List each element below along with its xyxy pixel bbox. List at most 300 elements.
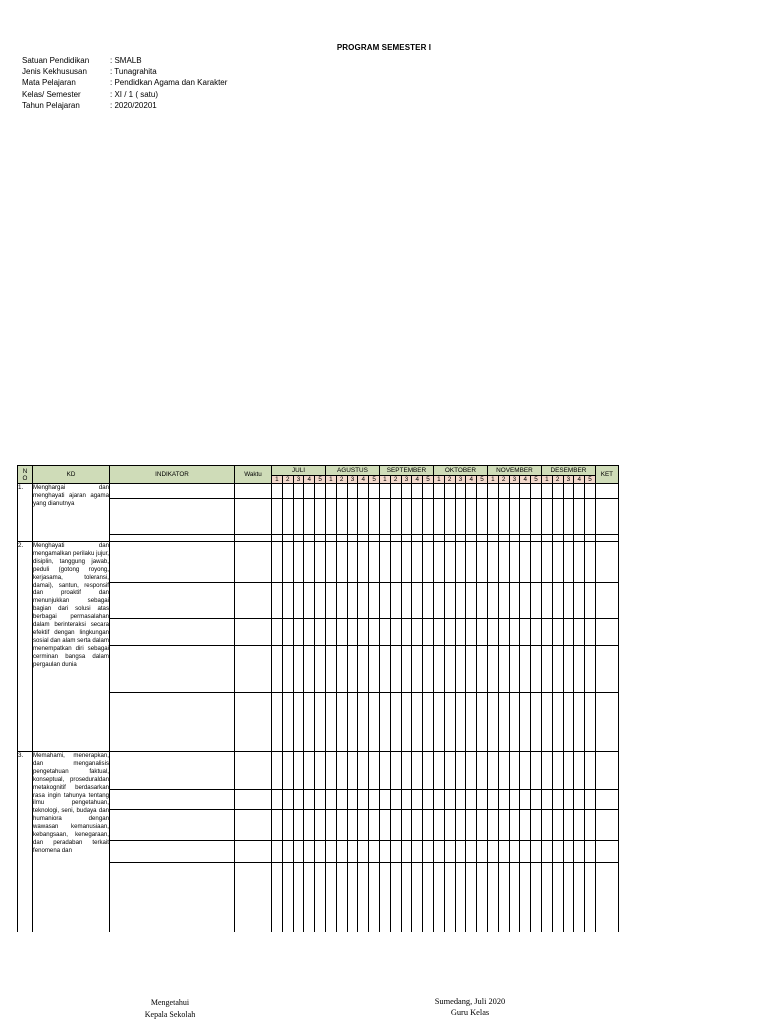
week-cell (315, 693, 326, 752)
table-row (18, 542, 619, 583)
week-cell (466, 752, 477, 790)
week-cell (325, 693, 336, 752)
week-cell (369, 810, 380, 841)
row-indikator (110, 810, 235, 841)
week-cell (466, 542, 477, 583)
week-cell (390, 535, 401, 542)
week-cell (325, 542, 336, 583)
week-cell (520, 535, 531, 542)
week-cell (304, 810, 315, 841)
week-cell (487, 499, 498, 535)
week-cell (552, 646, 563, 693)
week-cell (466, 484, 477, 499)
meta-value: : XI / 1 ( satu) (110, 89, 159, 99)
week-cell (325, 810, 336, 841)
week-cell (455, 790, 466, 810)
week-cell (293, 790, 304, 810)
week-cell (509, 810, 520, 841)
week-cell (433, 583, 444, 619)
week-cell (347, 542, 358, 583)
week-cell (531, 863, 542, 933)
week-cell (369, 542, 380, 583)
week-cell (444, 646, 455, 693)
week-cell (498, 841, 509, 863)
week-cell (412, 810, 423, 841)
footer-principal: Kepala Sekolah (144, 1009, 196, 1019)
week-cell (272, 790, 283, 810)
week-cell (282, 790, 293, 810)
week-cell (477, 619, 488, 646)
week-cell (433, 863, 444, 933)
week-cell (574, 693, 585, 752)
week-cell (272, 752, 283, 790)
week-cell (487, 484, 498, 499)
week-cell (487, 542, 498, 583)
week-cell (293, 484, 304, 499)
header-week: 1 (379, 476, 390, 484)
meta-key: Jenis Kekhususan (22, 67, 87, 77)
row-indikator (110, 484, 235, 499)
week-cell (477, 863, 488, 933)
meta-key: Mata Pelajaran (22, 78, 76, 88)
week-cell (412, 752, 423, 790)
row-waktu (235, 542, 272, 583)
week-cell (282, 646, 293, 693)
week-cell (444, 810, 455, 841)
week-cell (336, 484, 347, 499)
footer-teacher: Guru Kelas (450, 1008, 490, 1017)
row-ket (595, 484, 618, 499)
week-cell (272, 542, 283, 583)
week-cell (390, 619, 401, 646)
row-number: 1. (18, 484, 33, 542)
week-cell (272, 619, 283, 646)
header-week: 1 (541, 476, 552, 484)
week-cell (585, 790, 596, 810)
week-cell (541, 646, 552, 693)
week-cell (541, 810, 552, 841)
week-cell (390, 790, 401, 810)
week-cell (531, 693, 542, 752)
week-cell (401, 535, 412, 542)
week-cell (336, 693, 347, 752)
week-cell (520, 619, 531, 646)
footer-acknowledged: Mengetahui (150, 998, 190, 1007)
header-month: JULI (272, 466, 326, 476)
week-cell (390, 646, 401, 693)
week-cell (585, 810, 596, 841)
week-cell (401, 646, 412, 693)
row-ket (595, 752, 618, 790)
week-cell (520, 542, 531, 583)
week-cell (358, 752, 369, 790)
week-cell (369, 583, 380, 619)
week-cell (466, 583, 477, 619)
week-cell (401, 810, 412, 841)
week-cell (531, 484, 542, 499)
week-cell (412, 841, 423, 863)
week-cell (509, 790, 520, 810)
week-cell (466, 646, 477, 693)
row-ket (595, 810, 618, 841)
week-cell (315, 841, 326, 863)
week-cell (498, 583, 509, 619)
week-cell (487, 535, 498, 542)
week-cell (498, 863, 509, 933)
header-week: 4 (304, 476, 315, 484)
week-cell (477, 484, 488, 499)
week-cell (272, 841, 283, 863)
week-cell (552, 499, 563, 535)
week-cell (347, 646, 358, 693)
week-cell (336, 752, 347, 790)
week-cell (347, 499, 358, 535)
meta-value: : SMALB (110, 56, 142, 65)
week-cell (585, 484, 596, 499)
week-cell (541, 693, 552, 752)
week-cell (369, 484, 380, 499)
row-kd: Menghargai dan menghayati ajaran agama yang dianutnya (33, 484, 110, 542)
week-cell (282, 810, 293, 841)
week-cell (444, 583, 455, 619)
week-cell (433, 810, 444, 841)
row-ket (595, 646, 618, 693)
week-cell (390, 542, 401, 583)
week-cell (282, 535, 293, 542)
week-cell (293, 863, 304, 933)
week-cell (401, 619, 412, 646)
week-cell (585, 646, 596, 693)
week-cell (585, 863, 596, 933)
week-cell (315, 810, 326, 841)
week-cell (379, 646, 390, 693)
row-ket (595, 583, 618, 619)
week-cell (455, 619, 466, 646)
week-cell (347, 583, 358, 619)
week-cell (531, 790, 542, 810)
header-week: 5 (531, 476, 542, 484)
week-cell (563, 535, 574, 542)
week-cell (358, 619, 369, 646)
week-cell (520, 646, 531, 693)
week-cell (423, 499, 434, 535)
week-cell (466, 841, 477, 863)
week-cell (293, 841, 304, 863)
week-cell (563, 583, 574, 619)
week-cell (455, 484, 466, 499)
week-cell (433, 841, 444, 863)
week-cell (282, 841, 293, 863)
row-indikator (110, 841, 235, 863)
week-cell (444, 790, 455, 810)
week-cell (358, 790, 369, 810)
header-week: 1 (487, 476, 498, 484)
week-cell (423, 484, 434, 499)
week-cell (531, 542, 542, 583)
week-cell (531, 583, 542, 619)
week-cell (541, 583, 552, 619)
row-waktu (235, 841, 272, 863)
week-cell (379, 841, 390, 863)
row-ket (595, 499, 618, 535)
week-cell (423, 542, 434, 583)
week-cell (315, 752, 326, 790)
week-cell (358, 583, 369, 619)
week-cell (358, 646, 369, 693)
week-cell (304, 583, 315, 619)
week-cell (272, 646, 283, 693)
week-cell (531, 646, 542, 693)
row-waktu (235, 499, 272, 535)
week-cell (293, 810, 304, 841)
week-cell (272, 535, 283, 542)
week-cell (325, 646, 336, 693)
week-cell (509, 752, 520, 790)
header-week: 3 (509, 476, 520, 484)
week-cell (282, 583, 293, 619)
week-cell (520, 499, 531, 535)
week-cell (282, 693, 293, 752)
header-month: SEPTEMBER (379, 466, 433, 476)
week-cell (358, 841, 369, 863)
week-cell (563, 619, 574, 646)
week-cell (358, 535, 369, 542)
week-cell (325, 619, 336, 646)
header-month: DESEMBER (541, 466, 595, 476)
week-cell (347, 841, 358, 863)
week-cell (574, 646, 585, 693)
week-cell (552, 484, 563, 499)
week-cell (477, 542, 488, 583)
week-cell (466, 810, 477, 841)
week-cell (487, 863, 498, 933)
week-cell (401, 484, 412, 499)
week-cell (423, 535, 434, 542)
header-week: 2 (390, 476, 401, 484)
row-indikator (110, 583, 235, 619)
week-cell (563, 646, 574, 693)
week-cell (304, 863, 315, 933)
week-cell (412, 542, 423, 583)
week-cell (347, 752, 358, 790)
week-cell (401, 863, 412, 933)
week-cell (336, 535, 347, 542)
week-cell (585, 535, 596, 542)
week-cell (466, 863, 477, 933)
week-cell (401, 693, 412, 752)
week-cell (304, 484, 315, 499)
week-cell (369, 790, 380, 810)
week-cell (304, 693, 315, 752)
week-cell (369, 863, 380, 933)
week-cell (574, 542, 585, 583)
week-cell (325, 499, 336, 535)
week-cell (293, 535, 304, 542)
row-kd: Memahami, menerapkan, dan menganalisis pengetahuan faktual, konseptual, proseduraldan metakognitif berdasarkan rasa ingin tahunya tentang ilmu pengetahuan, teknologi, seni, budaya dan humaniora dengan wawasan kemanusiaan, kebangsaan, kenegaraan, dan peradaban terkait fenomena dan (33, 752, 110, 933)
week-cell (498, 542, 509, 583)
week-cell (444, 619, 455, 646)
week-cell (423, 619, 434, 646)
week-cell (487, 790, 498, 810)
week-cell (552, 535, 563, 542)
row-indikator (110, 863, 235, 933)
week-cell (336, 499, 347, 535)
week-cell (369, 693, 380, 752)
week-cell (304, 542, 315, 583)
week-cell (433, 542, 444, 583)
week-cell (315, 619, 326, 646)
week-cell (585, 693, 596, 752)
header-week: 2 (336, 476, 347, 484)
week-cell (563, 752, 574, 790)
header-week: 5 (585, 476, 596, 484)
header-kd: KD (33, 466, 110, 484)
week-cell (282, 752, 293, 790)
row-waktu (235, 583, 272, 619)
row-indikator (110, 790, 235, 810)
week-cell (358, 542, 369, 583)
week-cell (423, 790, 434, 810)
row-ket (595, 693, 618, 752)
week-cell (541, 484, 552, 499)
week-cell (563, 810, 574, 841)
header-week: 4 (466, 476, 477, 484)
week-cell (390, 583, 401, 619)
week-cell (390, 752, 401, 790)
week-cell (433, 535, 444, 542)
week-cell (379, 619, 390, 646)
week-cell (358, 499, 369, 535)
week-cell (509, 542, 520, 583)
week-cell (552, 752, 563, 790)
week-cell (390, 484, 401, 499)
week-cell (487, 810, 498, 841)
week-cell (455, 863, 466, 933)
week-cell (369, 646, 380, 693)
week-cell (585, 542, 596, 583)
week-cell (423, 810, 434, 841)
week-cell (498, 619, 509, 646)
week-cell (336, 646, 347, 693)
week-cell (477, 752, 488, 790)
week-cell (325, 484, 336, 499)
week-cell (509, 841, 520, 863)
week-cell (347, 790, 358, 810)
week-cell (477, 790, 488, 810)
week-cell (412, 863, 423, 933)
week-cell (541, 752, 552, 790)
header-week: 2 (552, 476, 563, 484)
week-cell (444, 863, 455, 933)
week-cell (574, 810, 585, 841)
week-cell (315, 484, 326, 499)
week-cell (412, 583, 423, 619)
header-no: N O (18, 466, 33, 484)
week-cell (379, 484, 390, 499)
week-cell (336, 863, 347, 933)
week-cell (574, 752, 585, 790)
footer-place-date: Sumedang, Juli 2020 (434, 997, 506, 1006)
row-ket (595, 841, 618, 863)
week-cell (585, 752, 596, 790)
week-cell (304, 790, 315, 810)
week-cell (585, 841, 596, 863)
header-week: 3 (563, 476, 574, 484)
week-cell (315, 583, 326, 619)
week-cell (379, 693, 390, 752)
header-week: 5 (315, 476, 326, 484)
week-cell (390, 810, 401, 841)
week-cell (509, 484, 520, 499)
week-cell (455, 841, 466, 863)
week-cell (315, 863, 326, 933)
week-cell (315, 499, 326, 535)
week-cell (347, 693, 358, 752)
week-cell (487, 583, 498, 619)
row-ket (595, 863, 618, 933)
week-cell (401, 583, 412, 619)
week-cell (412, 619, 423, 646)
week-cell (466, 499, 477, 535)
week-cell (541, 619, 552, 646)
header-week: 3 (455, 476, 466, 484)
week-cell (444, 752, 455, 790)
row-indikator (110, 693, 235, 752)
week-cell (401, 841, 412, 863)
week-cell (455, 752, 466, 790)
week-cell (390, 693, 401, 752)
row-ket (595, 619, 618, 646)
week-cell (293, 542, 304, 583)
header-week: 3 (347, 476, 358, 484)
week-cell (466, 693, 477, 752)
week-cell (304, 646, 315, 693)
week-cell (282, 484, 293, 499)
week-cell (487, 752, 498, 790)
header-week: 3 (401, 476, 412, 484)
week-cell (541, 790, 552, 810)
week-cell (531, 841, 542, 863)
week-cell (325, 535, 336, 542)
week-cell (423, 841, 434, 863)
week-cell (336, 583, 347, 619)
row-number: 2. (18, 542, 33, 752)
meta-key: Satuan Pendidikan (22, 56, 90, 65)
week-cell (433, 499, 444, 535)
row-waktu (235, 484, 272, 499)
row-waktu (235, 619, 272, 646)
week-cell (325, 863, 336, 933)
week-cell (552, 693, 563, 752)
week-cell (574, 863, 585, 933)
row-ket (595, 542, 618, 583)
week-cell (272, 484, 283, 499)
header-week: 5 (423, 476, 434, 484)
week-cell (520, 752, 531, 790)
week-cell (390, 841, 401, 863)
week-cell (477, 841, 488, 863)
week-cell (347, 535, 358, 542)
row-indikator (110, 619, 235, 646)
footer-left (128, 997, 212, 1020)
week-cell (520, 810, 531, 841)
week-cell (509, 535, 520, 542)
week-cell (520, 583, 531, 619)
week-cell (293, 583, 304, 619)
row-ket (595, 535, 618, 542)
week-cell (379, 810, 390, 841)
week-cell (272, 499, 283, 535)
